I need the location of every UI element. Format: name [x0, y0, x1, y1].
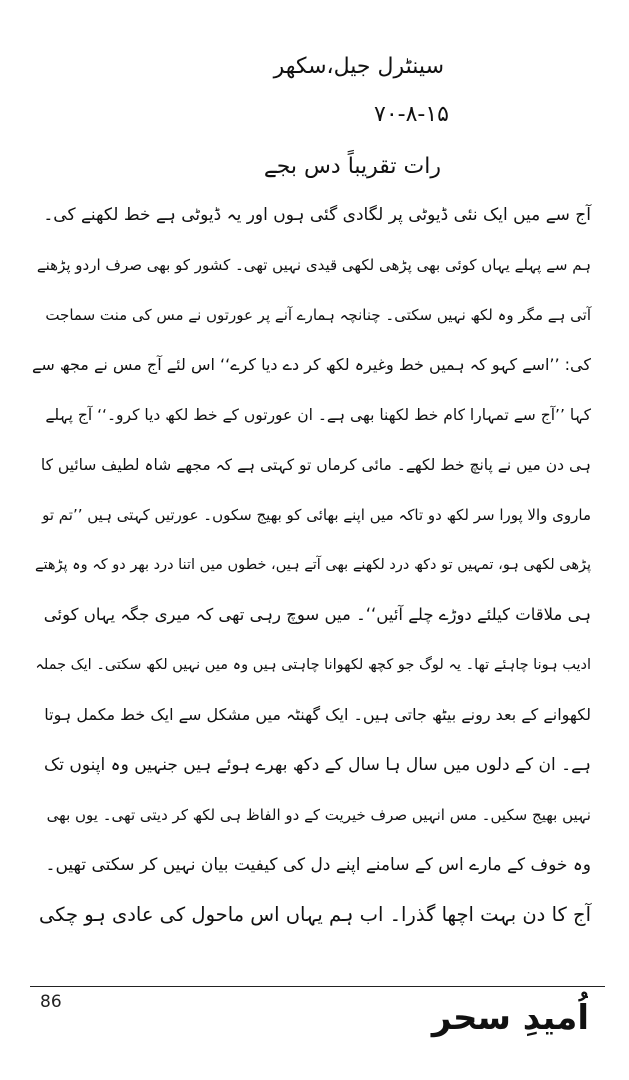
body-line: ماروی والا پورا سر لکھ دو تاکہ میں اپنے بھائی کو بھیج سکوں۔ عورتیں کہتی ہیں ’’تم تو [42, 506, 591, 524]
body-line: ہم سے پہلے یہاں کوئی بھی پڑھی لکھی قیدی نہیں تھی۔ کشور کو بھی صرف اردو پڑھنے [36, 256, 591, 274]
body-line: لکھوانے کے بعد رونے بیٹھ جاتی ہیں۔ ایک گھنٹہ میں مشکل سے ایک خط مکمل ہوتا [44, 705, 591, 724]
body-line: آج سے میں ایک نئی ڈیوٹی پر لگادی گئی ہوں اور یہ ڈیوٹی ہے خط لکھنے کی۔ [43, 205, 591, 225]
body-line: کی: ’’اسے کہو کہ ہمیں خط وغیرہ لکھ کر دے دیا کرے‘‘ اس لئے آج مس نے مجھ سے [32, 355, 591, 374]
letter-place: سینٹرل جیل،سکھر [273, 54, 444, 79]
body-line: ہی دن میں نے پانچ خط لکھے۔ مائی کرماں تو کہتی ہے کہ مجھے شاہ لطیف سائیں کا [40, 456, 591, 474]
body-line: ہی ملاقات کیلئے دوڑے چلے آئیں‘‘۔ میں سوچ رہی تھی کہ میری جگہ یہاں کوئی [43, 605, 591, 624]
letter-body [31, 190, 591, 940]
body-line: کہا ’’آج سے تمہارا کام خط لکھنا بھی ہے۔ ان عورتوں کے خط لکھ دیا کرو۔‘‘ آج پہلے [45, 406, 591, 424]
body-line: آتی ہے مگر وہ لکھ نہیں سکتی۔ چنانچہ ہمارے آنے پر عورتوں نے مس کی منت سماجت [45, 306, 591, 324]
body-line: ادیب ہونا چاہئے تھا۔ یہ لوگ جو کچھ لکھوانا چاہتی ہیں وہ میں نہیں لکھ سکتی۔ ایک جملہ [35, 657, 591, 673]
letter-date: ۷۰-۸-۱۵ [374, 102, 449, 127]
body-line: وہ خوف کے مارے اس کے سامنے اپنے دل کی کیفیت بیان نہیں کر سکتی تھیں۔ [45, 855, 591, 875]
book-title-logo: اُمیدِ سحر [431, 998, 589, 1038]
letter-time: رات تقریباً دس بجے [263, 154, 441, 179]
body-line: ہے۔ ان کے دلوں میں سال ہا سال کے دکھ بھرے ہوئے ہیں جنہیں وہ اپنوں تک [44, 755, 591, 775]
page-number: 86 [40, 992, 62, 1012]
body-line: پڑھی لکھی ہو، تمہیں تو دکھ درد لکھنے بھی آتے ہیں، خطوں میں اتنا درد بھر دو کہ وہ پڑھتے [34, 557, 591, 573]
body-line: نہیں بھیج سکیں۔ مس انہیں صرف خیریت کے دو الفاظ ہی لکھ کر دیتی تھی۔ یوں بھی [46, 806, 591, 824]
body-line: آج کا دن بہت اچھا گذرا۔ اب ہم یہاں اس ماحول کی عادی ہو چکی [38, 903, 591, 926]
footer-divider [30, 986, 605, 987]
